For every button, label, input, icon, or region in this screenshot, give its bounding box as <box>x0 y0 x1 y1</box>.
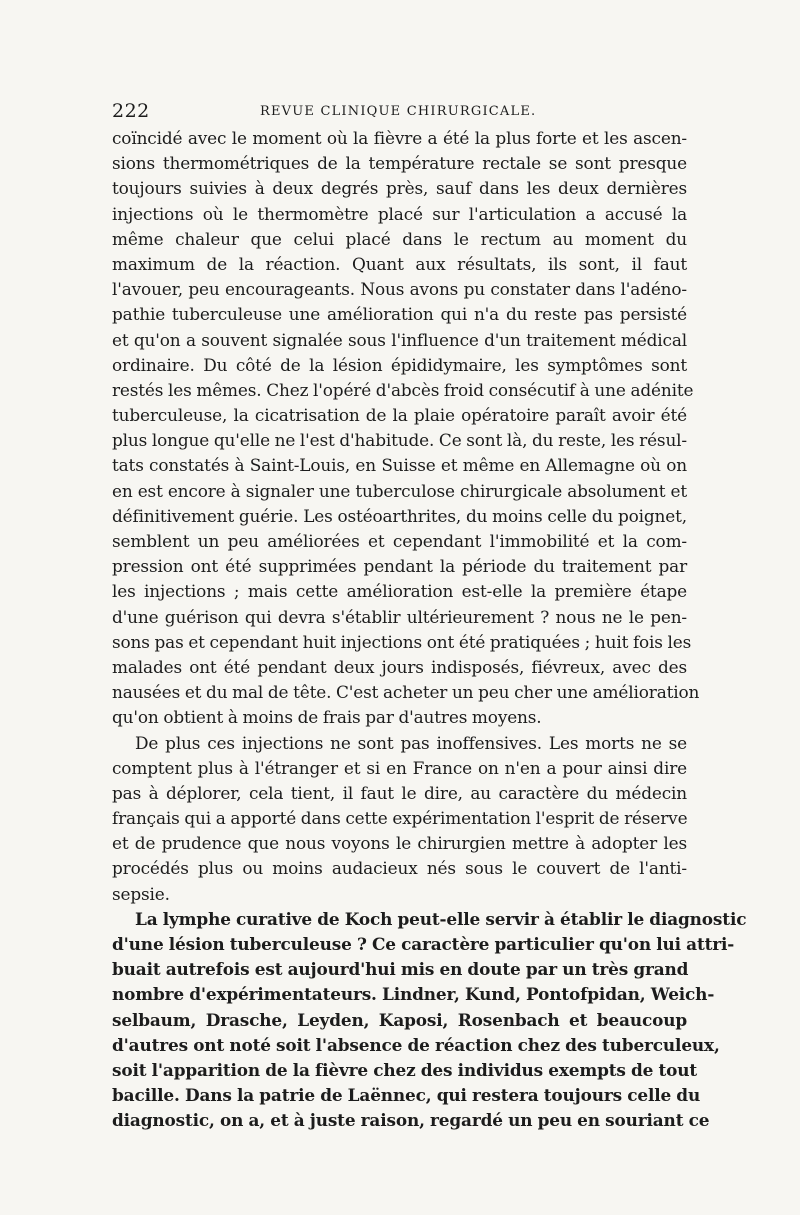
text-line: tats constatés à Saint-Louis, en Suisse et même en Allemagne où on <box>112 455 687 476</box>
text-line: sons pas et cependant huit injections ont été pratiquées ; huit fois les <box>112 631 692 652</box>
text-line: pathie tuberculeuse une amélioration qui n'a du reste pas persisté <box>112 304 687 325</box>
text-line: pression ont été supprimées pendant la période du traitement par <box>112 556 687 577</box>
text-line: d'autres ont noté soit l'absence de réaction chez des tuberculeux, <box>112 1034 720 1055</box>
text-line: buait autrefois est aujourd'hui mis en doute par un très grand <box>112 959 689 980</box>
text-line: plus longue qu'elle ne l'est d'habitude. Ce sont là, du reste, les résul- <box>112 430 687 451</box>
text-line: semblent un peu améliorées et cependant l'immobilité et la com- <box>112 531 687 551</box>
paragraph-end-line: qu'on obtient à moins de frais par d'autres moyens. <box>112 707 542 728</box>
running-title: REVUE CLINIQUE CHIRURGICALE. <box>260 104 537 119</box>
text-line: et qu'on a souvent signalée sous l'influence d'un traitement médical <box>112 329 687 350</box>
text-line: maximum de la réaction. Quant aux résultats, ils sont, il faut <box>112 253 687 274</box>
text-line: tuberculeuse, la cicatrisation de la plaie opératoire paraît avoir été <box>112 405 687 426</box>
text-line: d'une lésion tuberculeuse ? Ce caractère particulier qu'on lui attri- <box>112 934 735 954</box>
text-line: selbaum, Drasche, Leyden, Kaposi, Rosenbach et beaucoup <box>112 1009 687 1030</box>
text-line: sions thermométriques de la température rectale se sont presque <box>112 153 687 174</box>
text-line: malades ont été pendant deux jours indisposés, fiévreux, avec des <box>112 656 687 677</box>
text-line: même chaleur que celui placé dans le rectum au moment du <box>112 228 687 249</box>
text-line: coïncidé avec le moment où la fièvre a été la plus forte et les ascen- <box>112 128 687 148</box>
paragraph-end-line: sepsie. <box>112 883 170 904</box>
page-number: 222 <box>112 100 150 122</box>
text-line: ordinaire. Du côté de la lésion épididymaire, les symptômes sont <box>112 354 687 375</box>
text-line: pas à déplorer, cela tient, il faut le dire, au caractère du médecin <box>112 782 687 803</box>
body-text <box>112 126 747 1134</box>
text-line: et de prudence que nous voyons le chirurgien mettre à adopter les <box>112 833 687 854</box>
text-line: les injections ; mais cette amélioration est-elle la première étape <box>112 581 687 602</box>
text-line: bacille. Dans la patrie de Laënnec, qui restera toujours celle du <box>112 1085 701 1106</box>
text-line: nombre d'expérimentateurs. Lindner, Kund, Pontofpidan, Weich- <box>112 984 715 1005</box>
page-header <box>112 100 685 126</box>
text-line: diagnostic, on a, et à juste raison, regardé un peu en souriant ce <box>112 1110 710 1131</box>
text-line: en est encore à signaler une tuberculose chirurgicale absolument et <box>112 480 687 501</box>
text-line: comptent plus à l'étranger et si en France on n'en a pour ainsi dire <box>112 757 687 778</box>
text-line: français qui a apporté dans cette expérimentation l'esprit de réserve <box>112 808 688 829</box>
text-line: nausées et du mal de tête. C'est acheter un peu cher une amélioration <box>112 682 700 703</box>
text-line: restés les mêmes. Chez l'opéré d'abcès froid consécutif à une adénite <box>112 379 694 400</box>
text-line: définitivement guérie. Les ostéoarthrites, du moins celle du poignet, <box>112 505 687 526</box>
text-line: d'une guérison qui devra s'établir ultérieurement ? nous ne le pen- <box>112 606 687 627</box>
text-line: injections où le thermomètre placé sur l'articulation a accusé la <box>112 203 687 224</box>
paragraph-start-line: La lymphe curative de Koch peut-elle servir à établir le diagnostic <box>135 908 747 929</box>
paragraph-start-line: De plus ces injections ne sont pas inoffensives. Les morts ne se <box>135 732 687 753</box>
text-line: procédés plus ou moins audacieux nés sous le couvert de l'anti- <box>112 858 687 879</box>
text-line: soit l'apparition de la fièvre chez des individus exempts de tout <box>112 1059 698 1080</box>
text-line: toujours suivies à deux degrés près, sauf dans les deux dernières <box>112 178 687 199</box>
text-line: l'avouer, peu encourageants. Nous avons pu constater dans l'adéno- <box>112 279 687 300</box>
